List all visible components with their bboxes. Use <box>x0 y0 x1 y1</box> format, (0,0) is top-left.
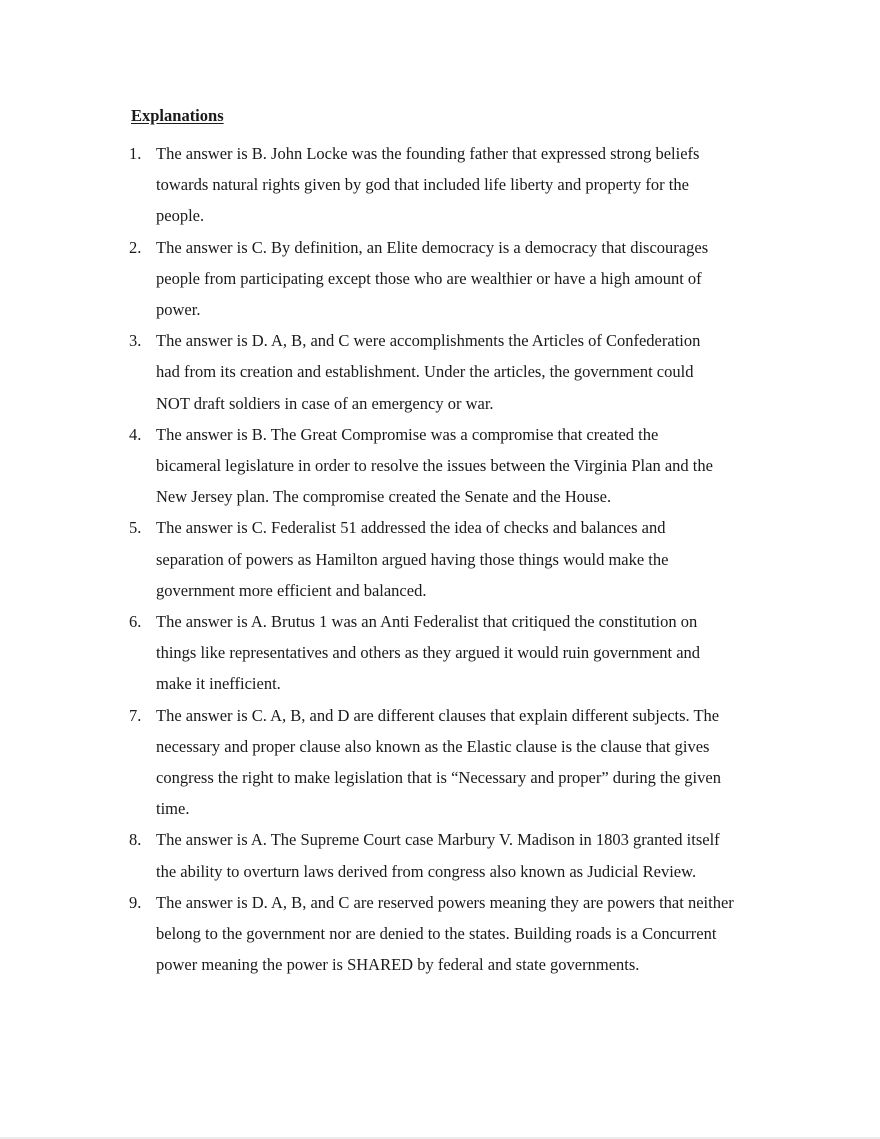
item-line: NOT draft soldiers in case of an emergency or war. <box>156 393 494 413</box>
item-number: 9. <box>129 892 142 912</box>
page-heading: Explanations <box>131 106 224 125</box>
item-number: 1. <box>129 144 142 163</box>
item-text <box>156 232 756 326</box>
item-text <box>156 824 756 886</box>
list-item <box>0 232 880 326</box>
item-line: things like representatives and others as they argued it would ruin government and <box>156 643 701 663</box>
explanations-list <box>0 138 880 980</box>
item-text <box>156 700 756 825</box>
item-number: 7. <box>129 705 142 725</box>
item-line: congress the right to make legislation that is “Necessary and proper” during the given <box>156 768 721 788</box>
item-line: The answer is A. Brutus 1 was an Anti Federalist that critiqued the constitution on <box>156 612 698 632</box>
item-number: 4. <box>129 424 142 444</box>
item-line: make it inefficient. <box>156 674 281 694</box>
item-text <box>156 512 756 606</box>
item-number: 8. <box>129 830 142 850</box>
item-line: necessary and proper clause also known as the Elastic clause is the clause that gives <box>156 736 710 756</box>
item-line: The answer is D. A, B, and C were accomplishments the Articles of Confederation <box>156 331 701 351</box>
item-line: power meaning the power is SHARED by federal and state governments. <box>156 955 640 975</box>
item-line: The answer is D. A, B, and C are reserved powers meaning they are powers that neither <box>156 892 734 912</box>
list-item <box>0 138 880 232</box>
item-line: the ability to overturn laws derived from congress also known as Judicial Review. <box>156 861 697 881</box>
item-line: towards natural rights given by god that included life liberty and property for the <box>156 175 689 195</box>
item-text <box>156 887 756 981</box>
list-item <box>0 824 880 886</box>
list-item <box>0 700 880 825</box>
item-line: The answer is C. By definition, an Elite democracy is a democracy that discourages <box>156 237 709 257</box>
item-line: time. <box>156 799 190 819</box>
item-number: 5. <box>129 518 142 538</box>
list-item <box>0 606 880 700</box>
item-number: 6. <box>129 612 142 632</box>
item-number: 2. <box>129 237 142 257</box>
item-line: separation of powers as Hamilton argued having those things would make the <box>156 549 669 569</box>
item-line: people. <box>156 206 205 226</box>
item-line: belong to the government nor are denied to the states. Building roads is a Concurrent <box>156 924 717 944</box>
item-text <box>156 138 756 232</box>
item-text <box>156 419 756 513</box>
list-item <box>0 512 880 606</box>
item-line: New Jersey plan. The compromise created the Senate and the House. <box>156 487 612 507</box>
item-line: had from its creation and establishment. Under the articles, the government could <box>156 362 694 382</box>
item-line: power. <box>156 300 201 320</box>
item-line: bicameral legislature in order to resolve the issues between the Virginia Plan and the <box>156 456 713 476</box>
item-line: The answer is B. The Great Compromise was a compromise that created the <box>156 424 659 444</box>
item-line: The answer is A. The Supreme Court case Marbury V. Madison in 1803 granted itself <box>156 830 720 850</box>
item-number: 3. <box>129 331 142 351</box>
list-item <box>0 419 880 513</box>
list-item <box>0 887 880 981</box>
item-line: The answer is B. John Locke was the founding father that expressed strong beliefs <box>156 144 700 163</box>
item-line: government more efficient and balanced. <box>156 580 427 600</box>
item-text <box>156 606 756 700</box>
item-line: The answer is C. Federalist 51 addressed the idea of checks and balances and <box>156 518 666 538</box>
item-line: The answer is C. A, B, and D are different clauses that explain different subjects. The <box>156 705 720 725</box>
list-item <box>0 325 880 419</box>
item-line: people from participating except those who are wealthier or have a high amount of <box>156 268 702 288</box>
item-text <box>156 325 756 419</box>
